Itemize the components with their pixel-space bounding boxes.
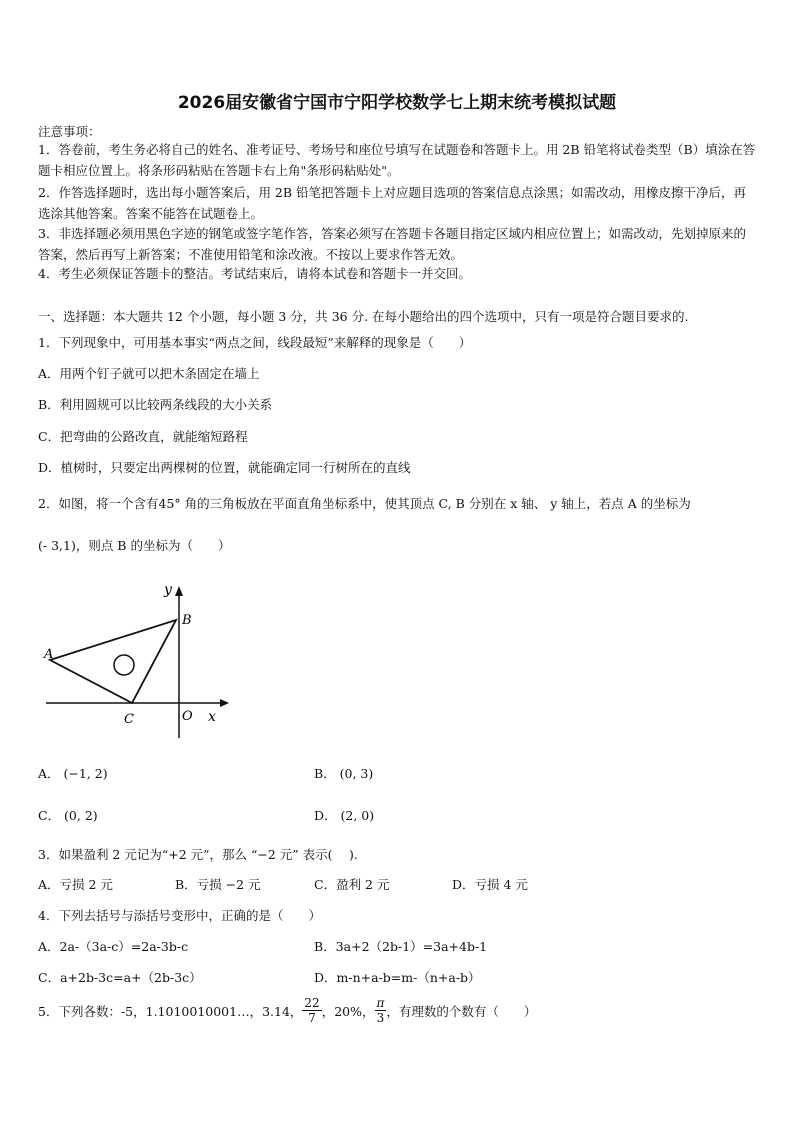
q5-frac1-numerator: 22: [304, 996, 320, 1010]
q2-option-b: B． (0, 3): [314, 766, 374, 781]
q2-figure: [40, 578, 240, 748]
q2-option-a: A． (−1, 2): [38, 766, 108, 781]
y-axis-arrow: [175, 586, 183, 596]
label-O: O: [182, 709, 193, 724]
q3-option-a: A．亏损 2 元: [38, 877, 113, 892]
q5-frac2-numerator: π: [376, 996, 385, 1010]
label-B: B: [182, 613, 192, 628]
x-axis-arrow: [220, 699, 229, 707]
notice-item-4: 4．考生必须保证答题卡的整洁。考试结束后，请将本试卷和答题卡一并交回。: [38, 266, 471, 281]
q2-option-c: C． (0, 2): [38, 808, 98, 823]
label-y: y: [164, 582, 172, 598]
q3-stem: 3．如果盈利 2 元记为“+2 元”，那么 “−2 元” 表示( ).: [38, 847, 358, 862]
notice-item-1: 1．答卷前，考生务必将自己的姓名、准考证号、考场号和座位号填写在试题卷和答题卡上。用 2B 铅笔将试卷类型（B）填涂在答题卡相应位置上。将条形码粘贴在答题卡右上角"条形码粘贴处"。: [38, 142, 756, 178]
q3-option-d: D．亏损 4 元: [452, 877, 528, 892]
q2-stem-line1: 2．如图，将一个含有45° 角的三角板放在平面直角坐标系中，使其顶点 C, B 分别在 x 轴、 y 轴上，若点 A 的坐标为: [38, 496, 691, 511]
q5-stem-mid: ，20%，: [321, 1003, 375, 1019]
q5-fraction-pi-3: [375, 996, 387, 1025]
q5-stem: [38, 996, 536, 1025]
q4-option-a: A．2a-（3a-c）=2a-3b-c: [38, 939, 189, 954]
q1-option-d: D．植树时，只要定出两棵树的位置，就能确定同一行树所在的直线: [38, 460, 411, 475]
q2-option-d: D． (2, 0): [314, 808, 375, 823]
label-x: x: [208, 709, 216, 725]
q3-option-b: B．亏损 −2 元: [175, 877, 261, 892]
q1-option-c: C．把弯曲的公路改直，就能缩短路程: [38, 429, 248, 444]
q5-stem-prefix: 5．下列各数：-5，1.1010010001…，3.14，: [38, 1003, 303, 1019]
notice-heading: 注意事项：: [38, 124, 101, 139]
section-heading: 一、选择题：本大题共 12 个小题，每小题 3 分，共 36 分. 在每小题给出的四个选项中，只有一项是符合题目要求的.: [38, 309, 689, 324]
notice-item-3: 3．非选择题必须用黑色字迹的钢笔或签字笔作答，答案必须写在答题卡各题目指定区域内相应位置上；如需改动，先划掉原来的答案，然后再写上新答案；不准使用铅笔和涂改液。不按以上要求作答无效。: [38, 226, 746, 262]
q5-frac1-denominator: 7: [308, 1011, 316, 1025]
q4-stem: 4．下列去括号与添括号变形中，正确的是（ ）: [38, 908, 321, 923]
q1-stem: 1．下列现象中，可用基本事实“两点之间，线段最短”来解释的现象是（ ）: [38, 335, 472, 350]
page-title: 2026届安徽省宁国市宁阳学校数学七上期末统考模拟试题: [177, 93, 617, 113]
label-A: A: [44, 647, 54, 662]
q4-option-d: D．m-n+a-b=m-（n+a-b）: [314, 970, 481, 985]
notice-item-2: 2．作答选择题时，选出每小题答案后，用 2B 铅笔把答题卡上对应题目选项的答案信息点涂黑；如需改动，用橡皮擦干净后，再选涂其他答案。答案不能答在试题卷上。: [38, 185, 747, 221]
q5-frac2-denominator: 3: [376, 1011, 385, 1025]
label-C: C: [124, 712, 134, 727]
q4-option-c: C．a+2b-3c=a+（2b-3c）: [38, 970, 202, 985]
q2-stem-line2: (- 3,1)，则点 B 的坐标为（ ）: [38, 538, 231, 553]
q1-option-a: A．用两个钉子就可以把木条固定在墙上: [38, 366, 260, 381]
q1-option-b: B．利用圆规可以比较两条线段的大小关系: [38, 397, 273, 412]
q3-option-c: C．盈利 2 元: [314, 877, 390, 892]
triangle: [50, 620, 176, 703]
q4-option-b: B．3a+2（2b-1）=3a+4b-1: [314, 939, 488, 954]
triangle-hole: [114, 655, 134, 675]
q5-fraction-22-7: [302, 996, 321, 1025]
q5-stem-suffix: ，有理数的个数有（ ）: [386, 1003, 537, 1019]
